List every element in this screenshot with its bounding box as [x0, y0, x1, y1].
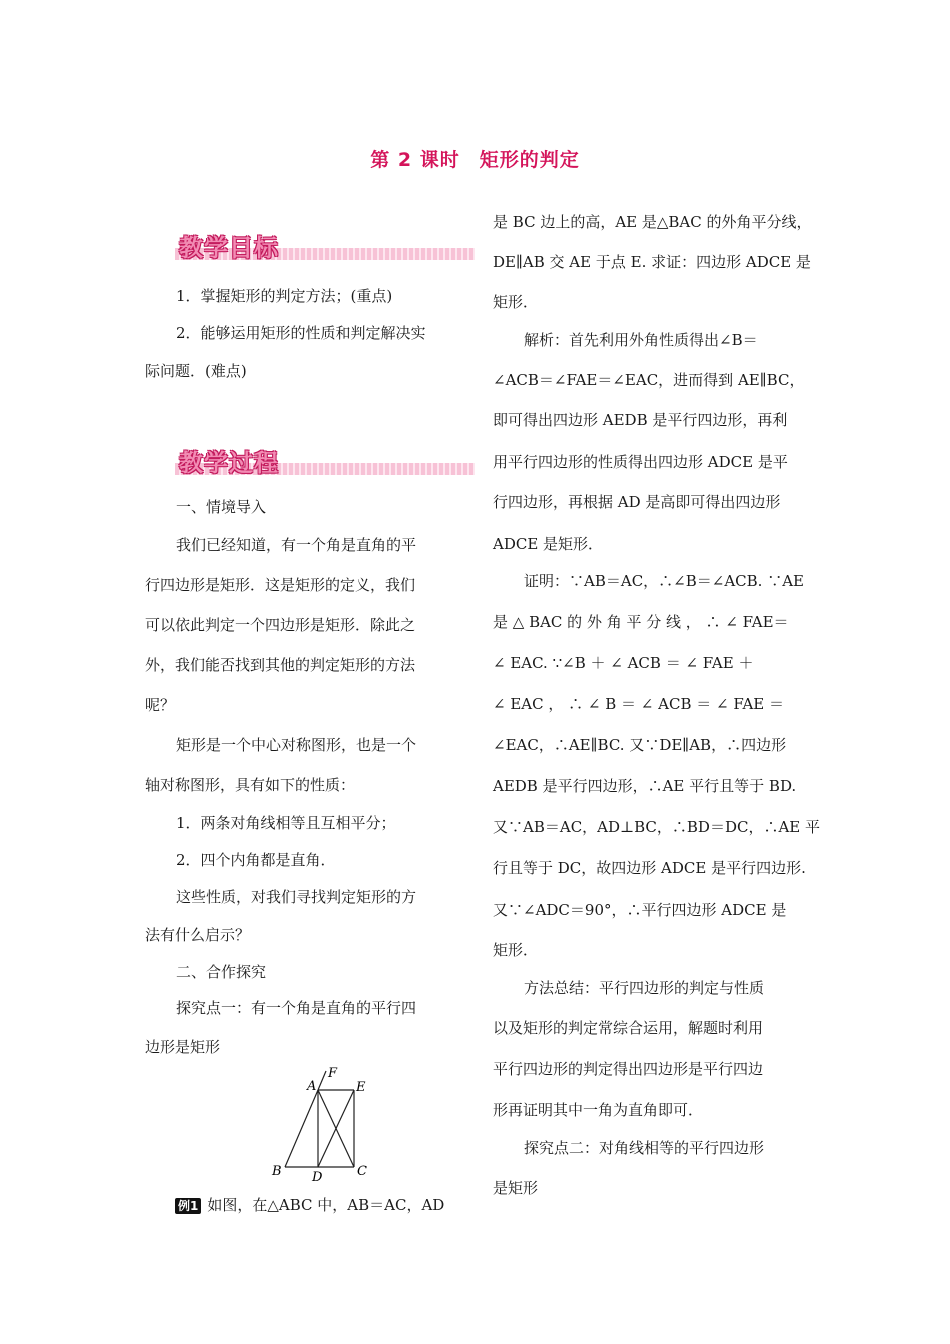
summary-line-3: 平行四边形的判定得出四边形是平行四边 [493, 1060, 764, 1078]
para-3-line-1: 这些性质，对我们寻找判定矩形的方 [176, 888, 417, 906]
label-b: B [272, 1164, 282, 1179]
goal-2-line-1: 2．能够运用矩形的性质和判定解决实 [176, 324, 426, 342]
problem-line-2: DE∥AB 交 AE 于点 E. 求证：四边形 ADCE 是 [493, 253, 811, 271]
explore-2-line-2: 是矩形 [493, 1179, 539, 1197]
analysis-line-4: 用平行四边形的性质得出四边形 ADCE 是平 [493, 453, 788, 471]
para-1-line-2: 行四边形是矩形．这是矩形的定义，我们 [145, 576, 416, 594]
geometry-figure [270, 1065, 380, 1185]
proof-line-6: AEDB 是平行四边形，∴AE 平行且等于 BD. [493, 777, 797, 795]
goals-heading-text: 教学目标 [179, 234, 279, 262]
para-1-line-4: 外，我们能否找到其他的判定矩形的方法 [145, 656, 416, 674]
proof-line-2: 是 △ BAC 的 外 角 平 分 线 ， ∴ ∠ FAE＝ [493, 613, 789, 631]
example-badge: 例1 [175, 1198, 201, 1214]
proof-line-7: 又∵AB＝AC，AD⊥BC，∴BD＝DC，∴AE 平 [493, 818, 821, 836]
proof-line-4: ∠ EAC ， ∴ ∠ B ＝ ∠ ACB ＝ ∠ FAE ＝ [493, 695, 784, 713]
label-c: C [357, 1164, 367, 1179]
para-1-line-5: 呢？ [145, 696, 176, 714]
summary-line-2: 以及矩形的判定常综合运用，解题时利用 [493, 1019, 764, 1037]
explore-1-line-1: 探究点一：有一个角是直角的平行四 [176, 999, 417, 1017]
analysis-line-3: 即可得出四边形 AEDB 是平行四边形，再利 [493, 411, 788, 429]
process-heading-text: 教学过程 [179, 449, 279, 477]
goal-2-line-2: 际问题．(难点) [145, 362, 247, 380]
segment-af [318, 1071, 326, 1090]
label-e: E [356, 1080, 366, 1095]
problem-line-3: 矩形． [493, 293, 539, 311]
proof-line-10: 矩形． [493, 941, 539, 959]
section-heading-process [175, 443, 475, 479]
explore-1-line-2: 边形是矩形 [145, 1038, 221, 1056]
property-1: 1．两条对角线相等且互相平分； [176, 814, 396, 832]
section-2-title: 二、合作探究 [176, 963, 267, 981]
summary-line-1: 方法总结：平行四边形的判定与性质 [524, 979, 765, 997]
para-1-line-3: 可以依此判定一个四边形是矩形．除此之 [145, 616, 416, 634]
summary-line-4: 形再证明其中一角为直角即可． [493, 1101, 704, 1119]
explore-2-line-1: 探究点二：对角线相等的平行四边形 [524, 1139, 765, 1157]
proof-line-9: 又∵∠ADC＝90°，∴平行四边形 ADCE 是 [493, 901, 787, 919]
analysis-line-5: 行四边形，再根据 AD 是高即可得出四边形 [493, 493, 781, 511]
analysis-line-6: ADCE 是矩形． [493, 535, 604, 553]
example-text: 如图，在△ABC 中，AB＝AC，AD [207, 1196, 445, 1214]
analysis-line-1: 解析：首先利用外角性质得出∠B＝ [524, 331, 758, 349]
label-a: A [307, 1079, 317, 1094]
example-1-line [175, 1195, 465, 1215]
proof-line-8: 行且等于 DC，故四边形 ADCE 是平行四边形. [493, 859, 806, 877]
proof-line-5: ∠EAC，∴AE∥BC. 又∵DE∥AB，∴四边形 [493, 736, 787, 754]
para-2-line-1: 矩形是一个中心对称图形，也是一个 [176, 736, 417, 754]
problem-line-1: 是 BC 边上的高，AE 是△BAC 的外角平分线， [493, 213, 812, 231]
label-f: F [328, 1066, 338, 1081]
goal-1: 1．掌握矩形的判定方法；(重点) [176, 287, 393, 305]
para-2-line-2: 轴对称图形，具有如下的性质： [145, 776, 356, 794]
para-1-line-1: 我们已经知道，有一个角是直角的平 [176, 536, 417, 554]
analysis-line-2: ∠ACB＝∠FAE＝∠EAC，进而得到 AE∥BC， [493, 371, 805, 389]
para-3-line-2: 法有什么启示？ [145, 926, 251, 944]
label-d: D [312, 1170, 323, 1185]
section-heading-goals [175, 228, 475, 264]
page-title: 第 2 课时 矩形的判定 [370, 149, 580, 171]
property-2: 2．四个内角都是直角． [176, 851, 336, 869]
proof-line-1: 证明：∵AB＝AC，∴∠B＝∠ACB. ∵AE [524, 572, 804, 590]
segment-ab [285, 1090, 318, 1167]
section-1-title: 一、情境导入 [176, 498, 267, 516]
proof-line-3: ∠ EAC. ∵∠B ＋ ∠ ACB ＝ ∠ FAE ＋ [493, 654, 754, 672]
